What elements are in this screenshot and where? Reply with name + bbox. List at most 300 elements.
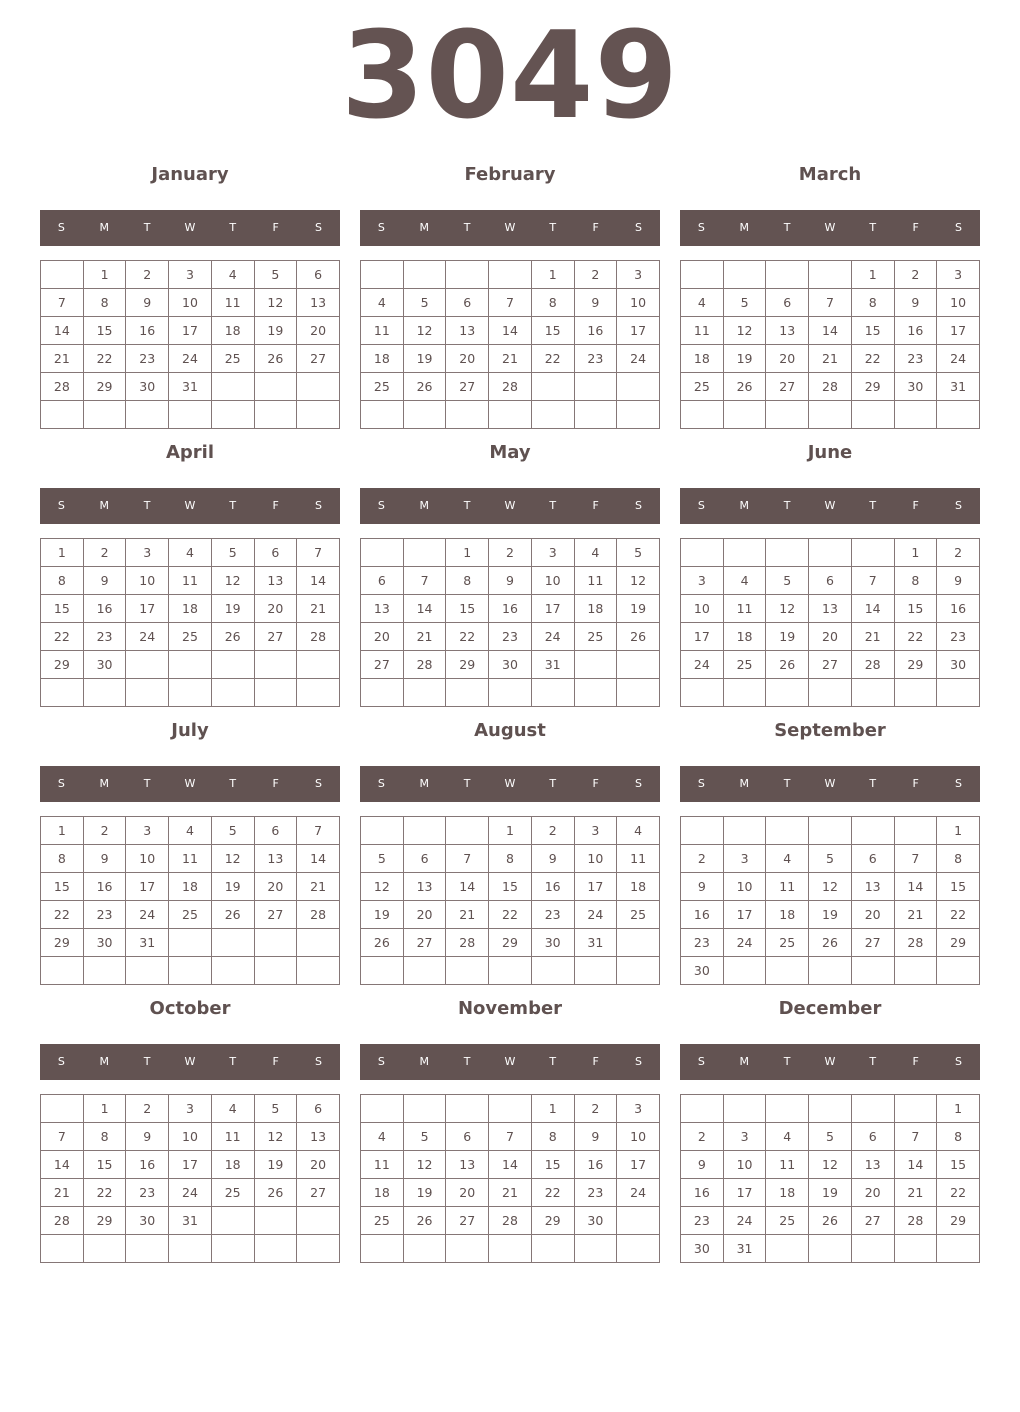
day-cell: 14 — [489, 317, 532, 345]
day-cell: 4 — [574, 539, 617, 567]
day-cell: 7 — [809, 289, 852, 317]
day-cell: 17 — [126, 873, 169, 901]
week-row — [41, 317, 340, 345]
day-cell: 16 — [937, 595, 980, 623]
week-row — [361, 401, 660, 429]
day-cell: 22 — [531, 345, 574, 373]
day-cell: 24 — [937, 345, 980, 373]
day-cell: 2 — [531, 817, 574, 845]
day-cell: 3 — [169, 261, 212, 289]
day-cell: 13 — [297, 289, 340, 317]
empty-cell — [937, 679, 980, 707]
day-cell: 18 — [574, 595, 617, 623]
week-row — [681, 1123, 980, 1151]
weekday-label: F — [912, 499, 919, 512]
empty-cell — [617, 373, 660, 401]
weekday-label: S — [57, 499, 65, 512]
empty-cell — [937, 401, 980, 429]
day-cell: 23 — [126, 345, 169, 373]
day-cell: 13 — [361, 595, 404, 623]
day-cell: 2 — [489, 539, 532, 567]
day-cell: 20 — [254, 595, 297, 623]
day-cell: 19 — [254, 1151, 297, 1179]
day-cell: 1 — [531, 261, 574, 289]
day-cell: 5 — [723, 289, 766, 317]
weekday-label: T — [783, 221, 791, 234]
day-cell: 21 — [41, 1179, 84, 1207]
empty-cell — [297, 651, 340, 679]
day-cell: 30 — [489, 651, 532, 679]
day-cell: 13 — [254, 567, 297, 595]
day-cell: 15 — [83, 317, 126, 345]
day-grid — [360, 816, 660, 985]
day-cell: 6 — [446, 1123, 489, 1151]
day-cell: 16 — [489, 595, 532, 623]
week-row — [681, 901, 980, 929]
empty-cell — [531, 679, 574, 707]
empty-cell — [361, 1095, 404, 1123]
day-cell: 29 — [446, 651, 489, 679]
day-cell: 14 — [851, 595, 894, 623]
weekday-label: S — [954, 499, 962, 512]
day-cell: 27 — [766, 373, 809, 401]
day-cell: 15 — [41, 595, 84, 623]
day-cell: 15 — [489, 873, 532, 901]
weekday-label: W — [824, 221, 836, 234]
day-cell: 24 — [617, 1179, 660, 1207]
weekday-label: T — [143, 1055, 151, 1068]
week-row — [41, 567, 340, 595]
day-cell: 25 — [211, 1179, 254, 1207]
day-cell: 25 — [617, 901, 660, 929]
empty-cell — [851, 957, 894, 985]
week-row — [681, 1179, 980, 1207]
day-cell: 12 — [254, 1123, 297, 1151]
week-row — [681, 957, 980, 985]
week-row — [41, 845, 340, 873]
day-cell: 9 — [894, 289, 937, 317]
empty-cell — [169, 401, 212, 429]
empty-cell — [489, 679, 532, 707]
day-cell: 17 — [617, 1151, 660, 1179]
weekday-label: M — [739, 777, 750, 790]
week-row — [681, 289, 980, 317]
empty-cell — [403, 817, 446, 845]
day-cell: 18 — [766, 901, 809, 929]
week-row — [681, 373, 980, 401]
empty-cell — [446, 817, 489, 845]
week-row — [361, 595, 660, 623]
day-cell: 30 — [574, 1207, 617, 1235]
empty-cell — [766, 401, 809, 429]
day-cell: 29 — [41, 929, 84, 957]
week-row — [361, 317, 660, 345]
empty-cell — [851, 539, 894, 567]
day-cell: 30 — [531, 929, 574, 957]
empty-cell — [297, 373, 340, 401]
week-row — [681, 1151, 980, 1179]
day-cell: 23 — [83, 623, 126, 651]
day-cell: 22 — [937, 901, 980, 929]
day-cell: 28 — [894, 1207, 937, 1235]
day-cell: 16 — [574, 317, 617, 345]
day-cell: 9 — [681, 1151, 724, 1179]
weekday-label: S — [314, 221, 322, 234]
empty-cell — [446, 957, 489, 985]
day-cell: 18 — [361, 1179, 404, 1207]
day-cell: 1 — [894, 539, 937, 567]
empty-cell — [403, 679, 446, 707]
weekday-label: W — [184, 777, 196, 790]
week-row — [681, 651, 980, 679]
day-cell: 27 — [851, 929, 894, 957]
empty-cell — [254, 373, 297, 401]
day-cell: 28 — [403, 651, 446, 679]
empty-cell — [126, 679, 169, 707]
day-cell: 8 — [446, 567, 489, 595]
day-cell: 2 — [126, 261, 169, 289]
empty-cell — [809, 1235, 852, 1263]
day-cell: 30 — [937, 651, 980, 679]
weekday-label: T — [549, 1055, 557, 1068]
day-cell: 3 — [617, 261, 660, 289]
empty-cell — [403, 957, 446, 985]
empty-cell — [126, 651, 169, 679]
day-cell: 5 — [361, 845, 404, 873]
empty-cell — [254, 651, 297, 679]
weekday-header — [680, 210, 980, 246]
empty-cell — [41, 261, 84, 289]
empty-cell — [851, 1095, 894, 1123]
day-cell: 6 — [254, 817, 297, 845]
empty-cell — [446, 1095, 489, 1123]
week-row — [361, 623, 660, 651]
day-cell: 22 — [531, 1179, 574, 1207]
week-row — [361, 289, 660, 317]
day-cell: 5 — [403, 289, 446, 317]
empty-cell — [531, 373, 574, 401]
day-cell: 31 — [574, 929, 617, 957]
day-cell: 11 — [211, 289, 254, 317]
weekday-label: T — [229, 499, 237, 512]
day-cell: 24 — [531, 623, 574, 651]
week-row — [41, 623, 340, 651]
week-row — [361, 1207, 660, 1235]
day-cell: 21 — [297, 873, 340, 901]
day-cell: 7 — [489, 1123, 532, 1151]
day-cell: 7 — [403, 567, 446, 595]
empty-cell — [41, 957, 84, 985]
weekday-header — [680, 488, 980, 524]
day-cell: 19 — [403, 345, 446, 373]
empty-cell — [809, 401, 852, 429]
weekday-label: T — [869, 1055, 877, 1068]
week-row — [681, 817, 980, 845]
day-cell: 3 — [723, 1123, 766, 1151]
day-cell: 1 — [851, 261, 894, 289]
day-cell: 24 — [126, 901, 169, 929]
day-cell: 2 — [83, 817, 126, 845]
day-cell: 24 — [617, 345, 660, 373]
week-row — [41, 1095, 340, 1123]
day-cell: 15 — [894, 595, 937, 623]
weekday-label: S — [634, 777, 642, 790]
day-cell: 12 — [617, 567, 660, 595]
weekday-label: S — [954, 777, 962, 790]
day-grid — [680, 538, 980, 707]
day-cell: 9 — [937, 567, 980, 595]
day-cell: 29 — [937, 929, 980, 957]
day-cell: 17 — [574, 873, 617, 901]
day-cell: 31 — [937, 373, 980, 401]
day-cell: 11 — [723, 595, 766, 623]
day-cell: 9 — [574, 1123, 617, 1151]
empty-cell — [489, 1235, 532, 1263]
empty-cell — [809, 817, 852, 845]
empty-cell — [766, 1235, 809, 1263]
empty-cell — [254, 679, 297, 707]
empty-cell — [211, 1207, 254, 1235]
week-row — [41, 1123, 340, 1151]
weekday-label: W — [824, 499, 836, 512]
day-cell: 1 — [83, 1095, 126, 1123]
day-cell: 19 — [403, 1179, 446, 1207]
day-cell: 28 — [489, 1207, 532, 1235]
day-cell: 4 — [169, 817, 212, 845]
month-name: March — [798, 164, 862, 185]
empty-cell — [723, 817, 766, 845]
empty-cell — [489, 1095, 532, 1123]
weekday-label: F — [592, 221, 599, 234]
day-cell: 29 — [41, 651, 84, 679]
empty-cell — [297, 957, 340, 985]
day-cell: 23 — [574, 345, 617, 373]
day-cell: 6 — [809, 567, 852, 595]
month-name: February — [464, 164, 556, 185]
day-cell: 8 — [41, 567, 84, 595]
week-row — [361, 1123, 660, 1151]
weekday-label: M — [739, 221, 750, 234]
empty-cell — [211, 957, 254, 985]
year-title: 3049 — [341, 7, 679, 146]
day-cell: 26 — [766, 651, 809, 679]
day-cell: 26 — [723, 373, 766, 401]
day-cell: 1 — [489, 817, 532, 845]
empty-cell — [766, 539, 809, 567]
weekday-label: T — [549, 221, 557, 234]
day-cell: 2 — [126, 1095, 169, 1123]
empty-cell — [574, 957, 617, 985]
empty-cell — [531, 1235, 574, 1263]
day-cell: 10 — [126, 845, 169, 873]
empty-cell — [126, 401, 169, 429]
day-cell: 2 — [894, 261, 937, 289]
day-cell: 28 — [489, 373, 532, 401]
empty-cell — [574, 373, 617, 401]
day-cell: 2 — [574, 261, 617, 289]
week-row — [361, 345, 660, 373]
weekday-header — [40, 766, 340, 802]
weekday-label: W — [504, 221, 516, 234]
week-row — [681, 595, 980, 623]
day-cell: 22 — [937, 1179, 980, 1207]
day-cell: 22 — [41, 901, 84, 929]
empty-cell — [574, 651, 617, 679]
empty-cell — [723, 261, 766, 289]
day-cell: 18 — [169, 595, 212, 623]
weekday-label: T — [549, 777, 557, 790]
day-cell: 31 — [531, 651, 574, 679]
empty-cell — [681, 539, 724, 567]
weekday-label: T — [463, 1055, 471, 1068]
week-row — [681, 261, 980, 289]
weekday-label: S — [634, 1055, 642, 1068]
day-cell: 19 — [723, 345, 766, 373]
day-cell: 4 — [211, 261, 254, 289]
day-cell: 23 — [126, 1179, 169, 1207]
day-cell: 19 — [211, 595, 254, 623]
day-cell: 4 — [211, 1095, 254, 1123]
day-cell: 15 — [531, 317, 574, 345]
day-cell: 14 — [297, 567, 340, 595]
empty-cell — [894, 957, 937, 985]
weekday-label: T — [143, 221, 151, 234]
day-cell: 29 — [894, 651, 937, 679]
empty-cell — [254, 957, 297, 985]
empty-cell — [403, 1235, 446, 1263]
day-cell: 21 — [851, 623, 894, 651]
day-cell: 19 — [809, 901, 852, 929]
day-cell: 18 — [361, 345, 404, 373]
day-cell: 21 — [894, 1179, 937, 1207]
day-cell: 7 — [894, 1123, 937, 1151]
weekday-label: M — [739, 1055, 750, 1068]
weekday-label: S — [634, 499, 642, 512]
day-cell: 16 — [83, 873, 126, 901]
month-name: June — [807, 442, 853, 463]
weekday-label: M — [739, 499, 750, 512]
day-cell: 27 — [254, 623, 297, 651]
day-cell: 8 — [83, 1123, 126, 1151]
day-cell: 10 — [723, 1151, 766, 1179]
day-cell: 2 — [83, 539, 126, 567]
day-cell: 16 — [126, 317, 169, 345]
day-cell: 21 — [297, 595, 340, 623]
day-cell: 22 — [446, 623, 489, 651]
weekday-label: T — [229, 221, 237, 234]
empty-cell — [41, 401, 84, 429]
day-cell: 18 — [617, 873, 660, 901]
weekday-label: S — [697, 499, 705, 512]
day-cell: 8 — [937, 845, 980, 873]
day-cell: 21 — [489, 1179, 532, 1207]
day-cell: 10 — [617, 289, 660, 317]
day-cell: 18 — [723, 623, 766, 651]
day-cell: 29 — [83, 1207, 126, 1235]
day-cell: 4 — [723, 567, 766, 595]
empty-cell — [617, 929, 660, 957]
day-cell: 10 — [169, 289, 212, 317]
empty-cell — [766, 679, 809, 707]
week-row — [681, 1207, 980, 1235]
day-cell: 24 — [169, 345, 212, 373]
day-cell: 23 — [937, 623, 980, 651]
day-cell: 1 — [937, 1095, 980, 1123]
month-name: October — [149, 998, 231, 1019]
weekday-label: F — [272, 499, 279, 512]
weekday-label: T — [783, 1055, 791, 1068]
day-cell: 8 — [937, 1123, 980, 1151]
empty-cell — [83, 1235, 126, 1263]
weekday-label: S — [57, 777, 65, 790]
day-cell: 9 — [681, 873, 724, 901]
empty-cell — [403, 1095, 446, 1123]
day-cell: 12 — [766, 595, 809, 623]
empty-cell — [531, 401, 574, 429]
empty-cell — [254, 1235, 297, 1263]
empty-cell — [169, 929, 212, 957]
weekday-label: M — [99, 1055, 110, 1068]
week-row — [681, 1235, 980, 1263]
day-cell: 1 — [531, 1095, 574, 1123]
empty-cell — [211, 1235, 254, 1263]
weekday-label: T — [143, 499, 151, 512]
day-cell: 27 — [361, 651, 404, 679]
week-row — [361, 845, 660, 873]
day-cell: 23 — [489, 623, 532, 651]
day-cell: 29 — [851, 373, 894, 401]
day-cell: 7 — [297, 539, 340, 567]
day-cell: 17 — [531, 595, 574, 623]
day-cell: 16 — [531, 873, 574, 901]
day-cell: 12 — [211, 845, 254, 873]
day-cell: 20 — [403, 901, 446, 929]
weekday-label: F — [592, 1055, 599, 1068]
empty-cell — [169, 651, 212, 679]
day-cell: 4 — [169, 539, 212, 567]
day-cell: 27 — [403, 929, 446, 957]
day-cell: 7 — [851, 567, 894, 595]
day-cell: 3 — [531, 539, 574, 567]
empty-cell — [574, 679, 617, 707]
empty-cell — [894, 817, 937, 845]
day-cell: 7 — [489, 289, 532, 317]
day-cell: 25 — [361, 1207, 404, 1235]
day-cell: 16 — [681, 1179, 724, 1207]
weekday-label: M — [419, 1055, 430, 1068]
day-cell: 7 — [41, 1123, 84, 1151]
day-cell: 20 — [254, 873, 297, 901]
day-cell: 15 — [531, 1151, 574, 1179]
day-cell: 26 — [211, 623, 254, 651]
day-cell: 5 — [766, 567, 809, 595]
day-cell: 6 — [297, 1095, 340, 1123]
weekday-label: F — [272, 777, 279, 790]
day-cell: 6 — [766, 289, 809, 317]
empty-cell — [83, 401, 126, 429]
day-cell: 20 — [446, 1179, 489, 1207]
day-cell: 1 — [41, 817, 84, 845]
day-cell: 24 — [681, 651, 724, 679]
day-cell: 19 — [809, 1179, 852, 1207]
day-cell: 14 — [41, 317, 84, 345]
empty-cell — [361, 261, 404, 289]
day-cell: 28 — [41, 373, 84, 401]
week-row — [681, 679, 980, 707]
day-cell: 15 — [83, 1151, 126, 1179]
day-cell: 8 — [41, 845, 84, 873]
empty-cell — [361, 401, 404, 429]
